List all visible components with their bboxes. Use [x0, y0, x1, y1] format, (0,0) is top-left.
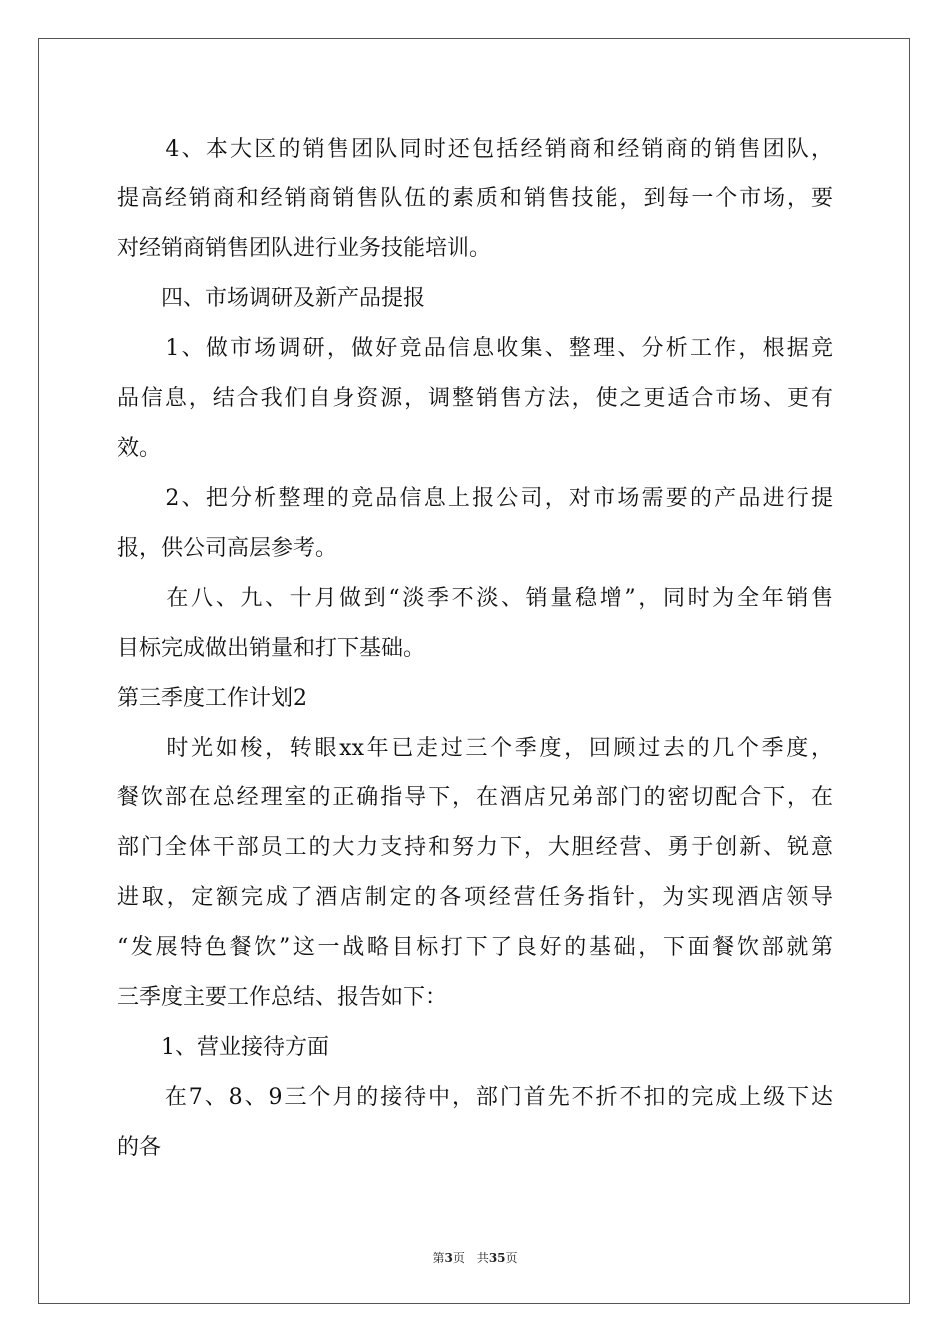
- text-line: 4、本大区的销售团队同时还包括经销商和经销商的销售团队，: [117, 137, 833, 162]
- document-title: 第三季度工作计划2: [117, 686, 307, 711]
- footer-total-suffix: 页: [505, 1251, 518, 1265]
- text-line: 进取，定额完成了酒店制定的各项经营任务指针，为实现酒店领导: [117, 885, 833, 910]
- text-line: 品信息，结合我们自身资源，调整销售方法，使之更适合市场、更有: [117, 386, 833, 411]
- text-line: 时光如梭，转眼xx年已走过三个季度，回顾过去的几个季度，: [117, 736, 833, 761]
- footer-page-suffix: 页 共: [452, 1251, 489, 1265]
- section-heading: 四、市场调研及新产品提报: [117, 286, 426, 311]
- footer-page-number: 3: [444, 1251, 453, 1265]
- footer-page-prefix: 第: [432, 1251, 445, 1265]
- text-line: 对经销商销售团队进行业务技能培训。: [117, 236, 492, 261]
- text-line: 餐饮部在总经理室的正确指导下，在酒店兄弟部门的密切配合下，在: [117, 785, 833, 810]
- section-heading: 1、营业接待方面: [117, 1035, 329, 1060]
- text-line: 1、做市场调研，做好竞品信息收集、整理、分析工作，根据竞: [117, 336, 833, 361]
- text-line: 报，供公司高层参考。: [117, 536, 338, 561]
- page-footer: [0, 1250, 950, 1266]
- text-line: 三季度主要工作总结、报告如下：: [117, 985, 448, 1010]
- footer-total-pages: 35: [488, 1251, 506, 1265]
- page-border: [38, 38, 910, 1304]
- text-line: 效。: [117, 436, 162, 461]
- text-line: 目标完成做出销量和打下基础。: [117, 636, 426, 661]
- text-line: 在八、九、十月做到“淡季不淡、销量稳增”，同时为全年销售: [117, 586, 833, 611]
- text-line: “发展特色餐饮”这一战略目标打下了良好的基础，下面餐饮部就第: [117, 935, 833, 960]
- text-line: 提高经销商和经销商销售队伍的素质和销售技能，到每一个市场，要: [117, 186, 833, 211]
- text-line: 部门全体干部员工的大力支持和努力下，大胆经营、勇于创新、锐意: [117, 835, 833, 860]
- text-line: 2、把分析整理的竞品信息上报公司，对市场需要的产品进行提: [117, 486, 833, 511]
- text-line: 在7、8、9三个月的接待中，部门首先不折不扣的完成上级下达: [117, 1085, 833, 1110]
- text-line: 的各: [117, 1135, 162, 1160]
